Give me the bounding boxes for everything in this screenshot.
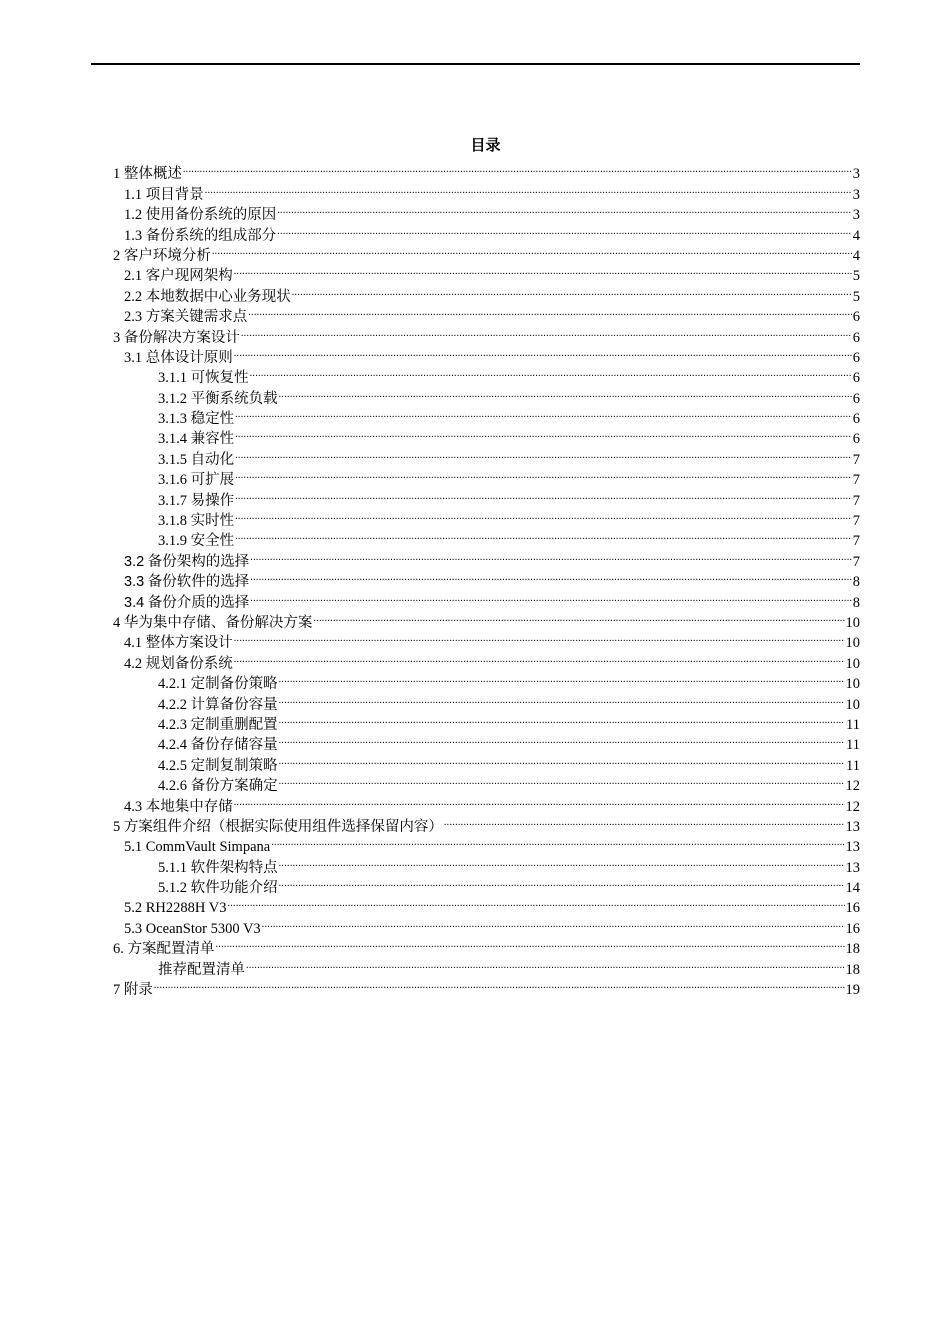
toc-entry[interactable]: [113, 933, 860, 958]
toc-dot-leader: [279, 688, 845, 708]
toc-entry-label: 附录: [123, 982, 153, 999]
toc-entry[interactable]: [113, 199, 860, 224]
header-rule: [91, 63, 860, 65]
toc-entry-title: [158, 491, 234, 511]
toc-entry-label: 项目背景: [145, 186, 204, 203]
toc-entry-page-number: 5: [852, 288, 860, 305]
toc-dot-leader: [250, 545, 851, 565]
toc-entry-number: 3.1.5: [158, 451, 187, 468]
toc-entry-title: [124, 898, 226, 918]
toc-entry-label: 备份架构的选择: [147, 553, 250, 570]
toc-entry-label: 易操作: [190, 492, 235, 509]
toc-entry-number: 3.1.6: [158, 472, 187, 489]
toc-entry[interactable]: [113, 178, 860, 203]
toc-dot-leader: [292, 280, 852, 300]
toc-entry-page-number: 6: [852, 329, 860, 346]
toc-dot-leader: [234, 627, 845, 647]
toc-entry-page-number: 5: [852, 268, 860, 285]
toc-entry-number: 3.3: [124, 574, 145, 591]
toc-title: 目录: [470, 138, 501, 154]
toc-entry-label: 备份方案确定: [190, 778, 278, 795]
toc-entry-title: [158, 858, 278, 878]
toc-dot-leader: [154, 974, 845, 994]
toc-entry-page-number: 7: [852, 492, 860, 509]
toc-entry-label: 备份介质的选择: [147, 594, 250, 611]
toc-entry-title: [158, 735, 278, 755]
toc-entry-number: 3.1.8: [158, 513, 187, 530]
toc-entry-title: [124, 593, 249, 613]
toc-entry-number: 4: [113, 614, 121, 631]
toc-entry-number: 5.1.1: [158, 859, 187, 876]
toc-entry-label: 软件架构特点: [190, 859, 278, 876]
toc-entry-page-number: 13: [845, 859, 860, 876]
toc-dot-leader: [250, 362, 852, 382]
toc-dot-leader: [250, 566, 851, 586]
toc-entry-label: 规划备份系统: [145, 655, 233, 672]
toc-entry-page-number: 3: [852, 207, 860, 224]
toc-entry-number: 4.2.6: [158, 778, 187, 795]
toc-dot-leader: [235, 484, 852, 504]
toc-entry-number: 7: [113, 982, 121, 999]
toc-entry-page-number: 11: [846, 737, 860, 754]
toc-entry-number: 4.3: [124, 798, 143, 815]
toc-dot-leader: [234, 647, 845, 667]
toc-entry-page-number: 12: [845, 798, 860, 815]
toc-entry-page-number: 7: [852, 553, 860, 570]
toc-dot-leader: [234, 342, 852, 362]
toc-entry-number: 4.2.5: [158, 757, 187, 774]
toc-entry-label: 客户环境分析: [123, 247, 211, 264]
toc-entry-page-number: 18: [845, 961, 860, 978]
toc-entry[interactable]: [113, 158, 860, 183]
toc-entry-label: 备份存储容量: [190, 737, 278, 754]
toc-entry-label: 客户现网架构: [145, 268, 233, 285]
toc-dot-leader: [235, 505, 852, 525]
toc-entry-page-number: 7: [852, 451, 860, 468]
toc-entry-page-number: 18: [845, 941, 860, 958]
toc-entry-title: [124, 348, 233, 368]
toc-entry-label: 软件功能介绍: [190, 880, 278, 897]
toc-entry-label: 实时性: [190, 513, 235, 530]
toc-entry-page-number: 4: [852, 247, 860, 264]
toc-entry-page-number: 7: [852, 513, 860, 530]
toc-entry-number: 3.1.4: [158, 431, 187, 448]
toc-entry-title: [113, 246, 211, 266]
toc-entry-number: 3.4: [124, 594, 145, 611]
toc-entry-title: [124, 837, 270, 857]
toc-entry-number: 3.1.1: [158, 370, 187, 387]
toc-entry-page-number: 3: [852, 166, 860, 183]
toc-dot-leader: [248, 301, 852, 321]
toc-entry-number: 6.: [113, 941, 124, 958]
toc-entry-number: 5: [113, 818, 121, 835]
toc-entry-page-number: 7: [852, 533, 860, 550]
toc-entry-label: 安全性: [190, 533, 235, 550]
toc-dot-leader: [313, 607, 844, 627]
toc-entry-page-number: 10: [845, 635, 860, 652]
toc-dot-leader: [250, 586, 851, 606]
toc-dot-leader: [277, 219, 852, 239]
toc-entry-number: 5.1: [124, 839, 143, 856]
toc-entry-number: 3: [113, 329, 121, 346]
toc-entry-page-number: 4: [852, 227, 860, 244]
toc-entry-number: 4.2.4: [158, 737, 187, 754]
toc-dot-leader: [227, 892, 844, 912]
toc-entry-label: CommVault Simpana: [145, 839, 271, 856]
toc-entry-page-number: 13: [845, 839, 860, 856]
toc-entry-title: [158, 674, 278, 694]
toc-dot-leader: [279, 709, 845, 729]
toc-dot-leader: [183, 158, 852, 178]
toc-entry-page-number: 10: [845, 696, 860, 713]
toc-entry-title: [124, 266, 233, 286]
toc-entry-title: [124, 797, 233, 817]
toc-entry-page-number: 8: [852, 594, 860, 611]
toc-entry-page-number: 14: [845, 880, 860, 897]
toc-entry-label: 可扩展: [190, 472, 235, 489]
toc-entry-title: [124, 307, 247, 327]
toc-dot-leader: [246, 953, 845, 973]
toc-list: [113, 158, 860, 999]
toc-entry-title: [124, 185, 204, 205]
toc-entry-label: 兼容性: [190, 431, 235, 448]
toc-entry-title: [124, 654, 233, 674]
toc-dot-leader: [279, 872, 845, 892]
toc-entry-number: 4.2.3: [158, 716, 187, 733]
toc-entry-label: 总体设计原则: [145, 349, 233, 366]
toc-entry-title: [158, 409, 234, 429]
toc-entry-title: [158, 531, 234, 551]
toc-dot-leader: [444, 811, 845, 831]
toc-dot-leader: [235, 423, 852, 443]
toc-entry-label: 备份系统的组成部分: [145, 227, 277, 244]
toc-entry-label: 整体概述: [123, 166, 182, 183]
toc-entry-title: [158, 695, 278, 715]
toc-dot-leader: [241, 321, 852, 341]
toc-dot-leader: [216, 933, 845, 953]
toc-entry-label: 方案关键需求点: [145, 309, 248, 326]
toc-entry-number: 4.2: [124, 655, 143, 672]
toc-entry-number: 2.2: [124, 288, 143, 305]
toc-entry-page-number: 11: [846, 757, 860, 774]
toc-entry-number: 5.3: [124, 920, 143, 937]
toc-entry-label: OceanStor 5300 V3: [145, 920, 261, 937]
toc-entry-title: [158, 470, 234, 490]
toc-entry-number: 1: [113, 166, 121, 183]
toc-entry-page-number: 7: [852, 472, 860, 489]
toc-entry-number: 2: [113, 247, 121, 264]
toc-entry-page-number: 10: [845, 655, 860, 672]
toc-entry-number: 4.1: [124, 635, 143, 652]
toc-entry-label: 本地集中存储: [145, 798, 233, 815]
toc-entry-title: [113, 980, 153, 1000]
toc-entry-page-number: 10: [845, 676, 860, 693]
table-of-contents: [113, 134, 860, 999]
toc-entry-label: 备份软件的选择: [147, 574, 250, 591]
toc-entry-label: 华为集中存储、备份解决方案: [123, 614, 313, 631]
toc-entry-label: 平衡系统负载: [190, 390, 278, 407]
toc-dot-leader: [235, 525, 852, 545]
toc-entry-number: 3.1.7: [158, 492, 187, 509]
toc-dot-leader: [235, 403, 852, 423]
toc-entry-label: 方案配置清单: [127, 941, 215, 958]
toc-entry-label: RH2288H V3: [145, 900, 227, 917]
toc-entry-label: 推荐配置清单: [158, 961, 245, 978]
toc-dot-leader: [279, 770, 845, 790]
toc-entry-label: 定制备份策略: [190, 676, 278, 693]
toc-dot-leader: [279, 729, 845, 749]
toc-entry-page-number: 6: [852, 309, 860, 326]
toc-dot-leader: [212, 240, 852, 260]
toc-entry-title: [113, 939, 215, 959]
toc-entry-title: [158, 368, 249, 388]
toc-entry-number: 3.1.9: [158, 533, 187, 550]
toc-entry[interactable]: [113, 240, 860, 264]
toc-entry-page-number: 3: [852, 186, 860, 203]
toc-entry-page-number: 11: [846, 716, 860, 733]
toc-entry-title: [158, 429, 234, 449]
toc-entry-label: 定制复制策略: [190, 757, 278, 774]
toc-entry-page-number: 8: [852, 574, 860, 591]
toc-dot-leader: [262, 912, 845, 932]
toc-entry-number: 3.1.2: [158, 390, 187, 407]
toc-entry-number: 5.1.2: [158, 880, 187, 897]
toc-entry-label: 方案组件介绍（根据实际使用组件选择保留内容）: [123, 818, 443, 835]
toc-entry-page-number: 12: [845, 778, 860, 795]
toc-entry-number: 4.2.2: [158, 696, 187, 713]
toc-entry-title: [124, 205, 276, 225]
toc-dot-leader: [205, 178, 852, 198]
toc-dot-leader: [279, 851, 845, 871]
toc-entry-number: 1.1: [124, 186, 143, 203]
toc-entry-page-number: 6: [852, 411, 860, 428]
toc-entry-page-number: 6: [852, 431, 860, 448]
toc-entry-number: 4.2.1: [158, 676, 187, 693]
toc-dot-leader: [234, 260, 852, 280]
toc-entry-label: 可恢复性: [190, 370, 249, 387]
toc-entry-page-number: 16: [845, 900, 860, 917]
toc-entry-number: 1.3: [124, 227, 143, 244]
toc-entry-page-number: 6: [852, 390, 860, 407]
toc-dot-leader: [235, 464, 852, 484]
toc-entry-title: [158, 511, 234, 531]
toc-dot-leader: [279, 749, 845, 769]
toc-entry-label: 计算备份容量: [190, 696, 278, 713]
toc-entry-title: [158, 756, 278, 776]
toc-entry-title: [124, 572, 249, 592]
toc-entry-page-number: 6: [852, 370, 860, 387]
toc-entry-number: 1.2: [124, 207, 143, 224]
toc-entry-label: 整体方案设计: [145, 635, 233, 652]
toc-entry-label: 备份解决方案设计: [123, 329, 240, 346]
toc-entry-page-number: 6: [852, 349, 860, 366]
toc-entry-page-number: 10: [845, 614, 860, 631]
toc-entry-number: 3.1: [124, 349, 143, 366]
toc-entry-page-number: 19: [845, 982, 860, 999]
toc-entry-label: 定制重删配置: [190, 716, 278, 733]
toc-dot-leader: [234, 790, 845, 810]
toc-dot-leader: [271, 831, 844, 851]
toc-entry-title: [158, 715, 278, 735]
toc-entry-title: [113, 328, 240, 348]
toc-entry-number: 3.1.3: [158, 411, 187, 428]
toc-entry-title: [113, 164, 182, 184]
toc-entry-number: 3.2: [124, 553, 145, 570]
toc-entry-page-number: 16: [845, 920, 860, 937]
toc-entry-number: 2.3: [124, 309, 143, 326]
toc-entry-label: 本地数据中心业务现状: [145, 288, 291, 305]
toc-entry-number: 5.2: [124, 900, 143, 917]
toc-entry-title: [124, 552, 249, 572]
toc-entry-label: 稳定性: [190, 411, 235, 428]
toc-dot-leader: [279, 668, 845, 688]
toc-entry-label: 使用备份系统的原因: [145, 207, 277, 224]
toc-dot-leader: [277, 199, 852, 219]
toc-entry-label: 自动化: [190, 451, 235, 468]
toc-entry[interactable]: [113, 953, 860, 978]
toc-dot-leader: [279, 382, 852, 402]
toc-dot-leader: [235, 443, 852, 463]
toc-entry-page-number: 13: [845, 818, 860, 835]
toc-entry-title: [124, 633, 233, 653]
toc-entry-title: [158, 450, 234, 470]
toc-entry[interactable]: [113, 260, 860, 285]
toc-entry[interactable]: [113, 974, 860, 999]
toc-entry-number: 2.1: [124, 268, 143, 285]
